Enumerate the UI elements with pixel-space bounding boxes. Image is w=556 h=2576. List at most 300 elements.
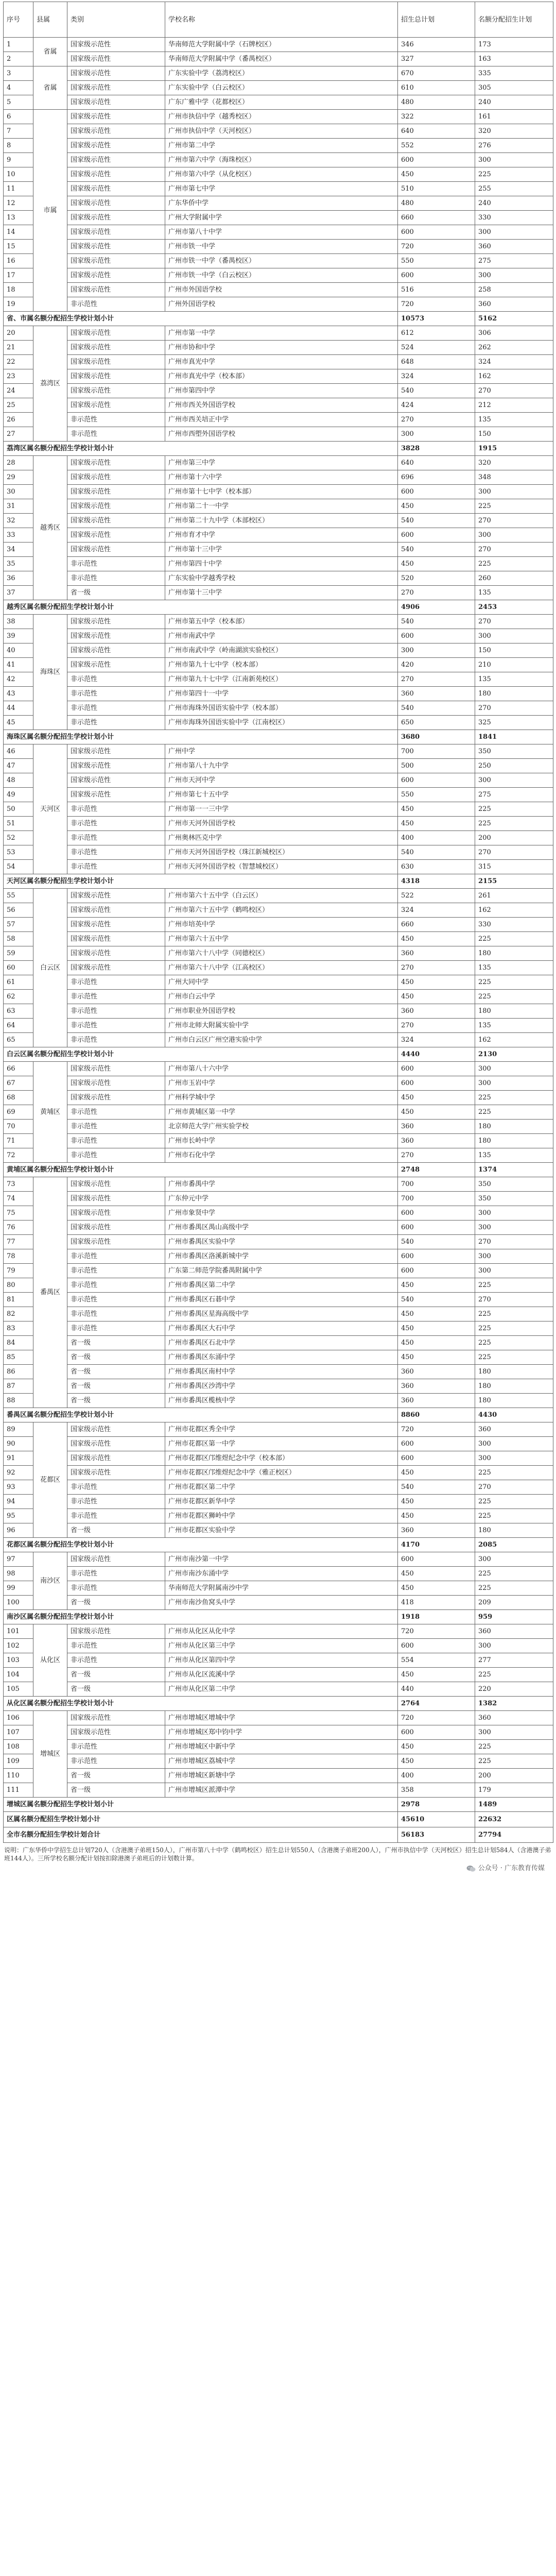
quota-cell: 300 (475, 1437, 553, 1451)
quota-cell: 305 (475, 81, 553, 95)
seq-cell: 59 (4, 946, 33, 961)
seq-cell: 26 (4, 413, 33, 427)
table-row (4, 658, 553, 672)
table-row (4, 1235, 553, 1249)
quota-cell: 180 (475, 1004, 553, 1019)
quota-cell: 225 (475, 557, 553, 571)
subtotal-plan: 2978 (398, 1798, 475, 1812)
district-cell: 荔湾区 (33, 326, 67, 442)
subtotal-plan: 4906 (398, 600, 475, 615)
category-cell: 非示范性 (67, 1653, 165, 1668)
quota-cell: 330 (475, 211, 553, 225)
plan-cell: 720 (398, 1624, 475, 1639)
seq-cell: 94 (4, 1495, 33, 1509)
plan-cell: 450 (398, 1105, 475, 1120)
school-cell: 广州市第十三中学 (165, 543, 398, 557)
plan-cell: 660 (398, 918, 475, 932)
school-cell: 广州市番禺区洛溪新城中学 (165, 1249, 398, 1264)
subtotal-plan: 1918 (398, 1610, 475, 1624)
plan-cell: 450 (398, 1350, 475, 1365)
quota-cell: 135 (475, 413, 553, 427)
seq-cell: 73 (4, 1177, 33, 1192)
quota-cell: 324 (475, 355, 553, 369)
school-cell: 广东仲元中学 (165, 1192, 398, 1206)
quota-cell: 300 (475, 1206, 553, 1221)
quota-cell: 135 (475, 961, 553, 975)
category-cell: 国家级示范性 (67, 182, 165, 196)
category-cell: 国家级示范性 (67, 744, 165, 759)
seq-cell: 4 (4, 81, 33, 95)
subtotal-label: 白云区属名额分配招生学校计划小计 (4, 1047, 398, 1062)
quota-cell: 210 (475, 658, 553, 672)
seq-cell: 3 (4, 66, 33, 81)
category-cell: 国家级示范性 (67, 485, 165, 499)
school-cell: 广州市铁一中学（番禺校区） (165, 254, 398, 268)
subtotal-quota: 1382 (475, 1697, 553, 1711)
category-cell: 国家级示范性 (67, 268, 165, 283)
quota-cell: 360 (475, 1422, 553, 1437)
quota-cell: 225 (475, 167, 553, 182)
plan-cell: 424 (398, 398, 475, 413)
seq-cell: 70 (4, 1120, 33, 1134)
subtotal-row (4, 312, 553, 326)
plan-cell: 270 (398, 413, 475, 427)
seq-cell: 44 (4, 701, 33, 716)
table-row (4, 1769, 553, 1783)
plan-cell: 600 (398, 225, 475, 240)
quota-cell: 360 (475, 1624, 553, 1639)
quota-cell: 162 (475, 369, 553, 384)
plan-cell: 600 (398, 1062, 475, 1076)
seq-cell: 78 (4, 1249, 33, 1264)
quota-cell: 350 (475, 1192, 553, 1206)
school-cell: 广州市执信中学（天河校区） (165, 124, 398, 139)
table-row (4, 1307, 553, 1321)
school-cell: 广州市第八十九中学 (165, 759, 398, 773)
category-cell: 非示范性 (67, 817, 165, 831)
seq-cell: 31 (4, 499, 33, 514)
school-cell: 广州市花都区新华中学 (165, 1495, 398, 1509)
table-row (4, 1321, 553, 1336)
school-cell: 广州市天河外国语学校 (165, 817, 398, 831)
category-cell: 国家级示范性 (67, 788, 165, 802)
subtotal-label: 天河区属名额分配招生学校计划小计 (4, 874, 398, 889)
school-cell: 广州市西关外国语学校 (165, 398, 398, 413)
school-cell: 广州市番禺中学 (165, 1177, 398, 1192)
school-cell: 广州市番禺区沙湾中学 (165, 1379, 398, 1394)
category-cell: 国家级示范性 (67, 543, 165, 557)
district-cell: 南沙区 (33, 1552, 67, 1610)
quota-cell: 335 (475, 66, 553, 81)
plan-cell: 450 (398, 1278, 475, 1293)
quota-cell: 320 (475, 456, 553, 470)
category-cell: 国家级示范性 (67, 1062, 165, 1076)
subtotal-quota: 1915 (475, 442, 553, 456)
table-row (4, 860, 553, 874)
table-row (4, 802, 553, 817)
seq-cell: 97 (4, 1552, 33, 1567)
table-row (4, 831, 553, 845)
category-cell: 国家级示范性 (67, 384, 165, 398)
school-cell: 广东华侨中学 (165, 196, 398, 211)
subtotal-quota: 959 (475, 1610, 553, 1624)
seq-cell: 60 (4, 961, 33, 975)
category-cell: 国家级示范性 (67, 961, 165, 975)
category-cell: 非示范性 (67, 990, 165, 1004)
table-row (4, 557, 553, 571)
subtotal-quota: 2155 (475, 874, 553, 889)
seq-cell: 64 (4, 1019, 33, 1033)
category-cell: 非示范性 (67, 1293, 165, 1307)
school-cell: 广州市天河中学 (165, 773, 398, 788)
plan-cell: 550 (398, 254, 475, 268)
quota-cell: 270 (475, 384, 553, 398)
seq-cell: 87 (4, 1379, 33, 1394)
school-cell: 广州市第六十五中学（白云区） (165, 889, 398, 903)
plan-cell: 600 (398, 1264, 475, 1278)
seq-cell: 7 (4, 124, 33, 139)
total-label: 区属名额分配招生学校计划小计 (4, 1812, 398, 1827)
school-cell: 广东实验中学越秀学校 (165, 571, 398, 586)
category-cell: 非示范性 (67, 1278, 165, 1293)
total-label: 全市名额分配招生学校计划合计 (4, 1827, 398, 1843)
category-cell: 非示范性 (67, 860, 165, 874)
seq-cell: 50 (4, 802, 33, 817)
seq-cell: 65 (4, 1033, 33, 1047)
school-cell: 广州中学 (165, 744, 398, 759)
plan-cell: 450 (398, 1754, 475, 1769)
plan-cell: 540 (398, 1235, 475, 1249)
school-cell: 广州市第六十五中学（鹤鸣校区） (165, 903, 398, 918)
category-cell: 省一级 (67, 1336, 165, 1350)
quota-cell: 179 (475, 1783, 553, 1798)
category-cell: 国家级示范性 (67, 1437, 165, 1451)
table-row (4, 961, 553, 975)
table-row (4, 1581, 553, 1596)
plan-cell: 360 (398, 1365, 475, 1379)
plan-cell: 360 (398, 687, 475, 701)
table-row (4, 1437, 553, 1451)
table-row (4, 1264, 553, 1278)
table-row (4, 687, 553, 701)
seq-cell: 110 (4, 1769, 33, 1783)
quota-cell: 180 (475, 687, 553, 701)
table-row (4, 1177, 553, 1192)
category-cell: 国家级示范性 (67, 456, 165, 470)
category-cell: 国家级示范性 (67, 326, 165, 341)
quota-cell: 300 (475, 1076, 553, 1091)
seq-cell: 13 (4, 211, 33, 225)
seq-cell: 2 (4, 52, 33, 66)
table-row (4, 95, 553, 110)
plan-cell: 696 (398, 470, 475, 485)
subtotal-row (4, 730, 553, 744)
school-cell: 广州市从化区第三中学 (165, 1639, 398, 1653)
school-cell: 广州市花都区秀全中学 (165, 1422, 398, 1437)
seq-cell: 24 (4, 384, 33, 398)
subtotal-quota: 1841 (475, 730, 553, 744)
plan-cell: 270 (398, 672, 475, 687)
quota-cell: 300 (475, 1639, 553, 1653)
school-cell: 广东实验中学（荔湾校区） (165, 66, 398, 81)
subtotal-label: 黄埔区属名额分配招生学校计划小计 (4, 1163, 398, 1177)
subtotal-plan: 10573 (398, 312, 475, 326)
quota-cell: 300 (475, 1451, 553, 1466)
plan-cell: 450 (398, 1091, 475, 1105)
category-cell: 国家级示范性 (67, 283, 165, 297)
plan-cell: 420 (398, 658, 475, 672)
quota-cell: 255 (475, 182, 553, 196)
table-row (4, 1379, 553, 1394)
seq-cell: 8 (4, 139, 33, 153)
table-row (4, 1033, 553, 1047)
school-cell: 广州市南武中学（岭南湖滨实验校区） (165, 643, 398, 658)
table-row (4, 139, 553, 153)
school-cell: 广州市外国语学校 (165, 283, 398, 297)
plan-cell: 516 (398, 283, 475, 297)
table-row (4, 427, 553, 442)
subtotal-label: 番禺区属名额分配招生学校计划小计 (4, 1408, 398, 1422)
plan-cell: 640 (398, 124, 475, 139)
seq-cell: 103 (4, 1653, 33, 1668)
quota-cell: 240 (475, 196, 553, 211)
seq-cell: 19 (4, 297, 33, 312)
category-cell: 国家级示范性 (67, 153, 165, 167)
category-cell: 国家级示范性 (67, 629, 165, 643)
category-cell: 非示范性 (67, 672, 165, 687)
table-row (4, 788, 553, 802)
seq-cell: 11 (4, 182, 33, 196)
quota-cell: 135 (475, 1148, 553, 1163)
category-cell: 国家级示范性 (67, 196, 165, 211)
seq-cell: 46 (4, 744, 33, 759)
table-row (4, 975, 553, 990)
plan-cell: 450 (398, 1581, 475, 1596)
category-cell: 国家级示范性 (67, 398, 165, 413)
total-row (4, 1812, 553, 1827)
table-row (4, 744, 553, 759)
table-row (4, 759, 553, 773)
plan-cell: 270 (398, 961, 475, 975)
quota-cell: 270 (475, 1293, 553, 1307)
plan-cell: 600 (398, 1639, 475, 1653)
table-row (4, 672, 553, 687)
plan-cell: 418 (398, 1596, 475, 1610)
school-cell: 广东实验中学（白云校区） (165, 81, 398, 95)
quota-cell: 240 (475, 95, 553, 110)
school-cell: 广州市增城区中新中学 (165, 1740, 398, 1754)
seq-cell: 63 (4, 1004, 33, 1019)
table-row (4, 1754, 553, 1769)
school-cell: 广州市第四十中学 (165, 557, 398, 571)
school-cell: 广州市从化区流溪中学 (165, 1668, 398, 1682)
school-cell: 广州市第九十七中学（江南新苑校区） (165, 672, 398, 687)
category-cell: 非示范性 (67, 1249, 165, 1264)
table-row (4, 918, 553, 932)
school-cell: 广州市番禺区禺山高级中学 (165, 1221, 398, 1235)
category-cell: 国家级示范性 (67, 918, 165, 932)
table-row (4, 268, 553, 283)
quota-cell: 258 (475, 283, 553, 297)
seq-cell: 30 (4, 485, 33, 499)
seq-cell: 68 (4, 1091, 33, 1105)
table-row (4, 153, 553, 167)
quota-cell: 225 (475, 1567, 553, 1581)
seq-cell: 74 (4, 1192, 33, 1206)
quota-cell: 180 (475, 1365, 553, 1379)
watermark-text: 公众号 · 广东教育传媒 (478, 1865, 545, 1872)
quota-allocation-table (3, 2, 553, 1843)
school-cell: 广州市西塱外国语学校 (165, 427, 398, 442)
plan-cell: 450 (398, 932, 475, 946)
seq-cell: 96 (4, 1523, 33, 1538)
district-cell: 海珠区 (33, 615, 67, 730)
seq-cell: 33 (4, 528, 33, 543)
table-row (4, 1509, 553, 1523)
category-cell: 非示范性 (67, 1740, 165, 1754)
school-cell: 广州科学城中学 (165, 1091, 398, 1105)
seq-cell: 66 (4, 1062, 33, 1076)
category-cell: 国家级示范性 (67, 759, 165, 773)
table-row (4, 1725, 553, 1740)
table-body (4, 38, 553, 1843)
subtotal-label: 从化区属名额分配招生学校计划小计 (4, 1697, 398, 1711)
category-cell: 国家级示范性 (67, 110, 165, 124)
category-cell: 非示范性 (67, 1264, 165, 1278)
seq-cell: 21 (4, 341, 33, 355)
table-row (4, 946, 553, 961)
school-cell: 广州市第二十九中学（本部校区） (165, 514, 398, 528)
plan-cell: 360 (398, 946, 475, 961)
school-cell: 广州市番禺区大石中学 (165, 1321, 398, 1336)
quota-cell: 135 (475, 1019, 553, 1033)
table-row (4, 990, 553, 1004)
plan-cell: 600 (398, 1206, 475, 1221)
table-row (4, 485, 553, 499)
total-quota: 22632 (475, 1812, 553, 1827)
school-cell: 广州市第八十六中学 (165, 1062, 398, 1076)
quota-cell: 200 (475, 1769, 553, 1783)
school-cell: 广州市番禺区星海高级中学 (165, 1307, 398, 1321)
category-cell: 非示范性 (67, 427, 165, 442)
table-row (4, 182, 553, 196)
subtotal-row (4, 1610, 553, 1624)
table-row (4, 1350, 553, 1365)
seq-cell: 22 (4, 355, 33, 369)
plan-cell: 540 (398, 384, 475, 398)
school-cell: 华南师范大学附属中学（番禺校区） (165, 52, 398, 66)
plan-cell: 650 (398, 716, 475, 730)
plan-cell: 700 (398, 744, 475, 759)
seq-cell: 57 (4, 918, 33, 932)
seq-cell: 54 (4, 860, 33, 874)
plan-cell: 600 (398, 268, 475, 283)
plan-cell: 400 (398, 1769, 475, 1783)
quota-cell: 270 (475, 1480, 553, 1495)
category-cell: 国家级示范性 (67, 773, 165, 788)
plan-cell: 600 (398, 1221, 475, 1235)
school-cell: 广州市第五中学（校本部） (165, 615, 398, 629)
plan-cell: 327 (398, 52, 475, 66)
category-cell: 国家级示范性 (67, 341, 165, 355)
category-cell: 省一级 (67, 1394, 165, 1408)
category-cell: 非示范性 (67, 1120, 165, 1134)
seq-cell: 9 (4, 153, 33, 167)
subtotal-row (4, 1047, 553, 1062)
table-row (4, 845, 553, 860)
table-row (4, 1624, 553, 1639)
table-row (4, 1783, 553, 1798)
plan-cell: 300 (398, 643, 475, 658)
quota-cell: 261 (475, 889, 553, 903)
seq-cell: 20 (4, 326, 33, 341)
seq-cell: 84 (4, 1336, 33, 1350)
seq-cell: 81 (4, 1293, 33, 1307)
quota-cell: 315 (475, 860, 553, 874)
category-cell: 国家级示范性 (67, 1624, 165, 1639)
plan-cell: 648 (398, 355, 475, 369)
seq-cell: 75 (4, 1206, 33, 1221)
quota-cell: 180 (475, 1134, 553, 1148)
subtotal-plan: 8860 (398, 1408, 475, 1422)
quota-cell: 225 (475, 1278, 553, 1293)
table-row (4, 1120, 553, 1134)
district-cell: 越秀区 (33, 456, 67, 600)
seq-cell: 52 (4, 831, 33, 845)
school-cell: 广州市第十六中学 (165, 470, 398, 485)
seq-cell: 91 (4, 1451, 33, 1466)
school-cell: 广州市白云中学 (165, 990, 398, 1004)
seq-cell: 85 (4, 1350, 33, 1365)
plan-cell: 450 (398, 1321, 475, 1336)
seq-cell: 42 (4, 672, 33, 687)
school-cell: 广州市第六中学（从化校区） (165, 167, 398, 182)
table-row (4, 1552, 553, 1567)
category-cell: 非示范性 (67, 1754, 165, 1769)
seq-cell: 72 (4, 1148, 33, 1163)
table-row (4, 1495, 553, 1509)
district-cell: 花都区 (33, 1422, 67, 1538)
table-row (4, 283, 553, 297)
plan-cell: 360 (398, 1134, 475, 1148)
category-cell: 国家级示范性 (67, 1552, 165, 1567)
seq-cell: 37 (4, 586, 33, 600)
plan-cell: 360 (398, 1394, 475, 1408)
quota-cell: 270 (475, 514, 553, 528)
category-cell: 国家级示范性 (67, 167, 165, 182)
subtotal-row (4, 442, 553, 456)
quota-cell: 200 (475, 831, 553, 845)
category-cell: 省一级 (67, 1350, 165, 1365)
school-cell: 广州市花都区第二中学 (165, 1480, 398, 1495)
plan-cell: 720 (398, 1711, 475, 1725)
school-cell: 广州市培英中学 (165, 918, 398, 932)
table-row (4, 903, 553, 918)
plan-cell: 450 (398, 1336, 475, 1350)
quota-cell: 300 (475, 485, 553, 499)
quota-cell: 209 (475, 1596, 553, 1610)
table-row (4, 297, 553, 312)
quota-cell: 225 (475, 1668, 553, 1682)
seq-cell: 108 (4, 1740, 33, 1754)
category-cell: 国家级示范性 (67, 211, 165, 225)
seq-cell: 25 (4, 398, 33, 413)
plan-cell: 450 (398, 557, 475, 571)
category-cell: 省一级 (67, 1682, 165, 1697)
quota-cell: 300 (475, 268, 553, 283)
header-seq: 序号 (4, 2, 33, 38)
quota-cell: 300 (475, 1062, 553, 1076)
